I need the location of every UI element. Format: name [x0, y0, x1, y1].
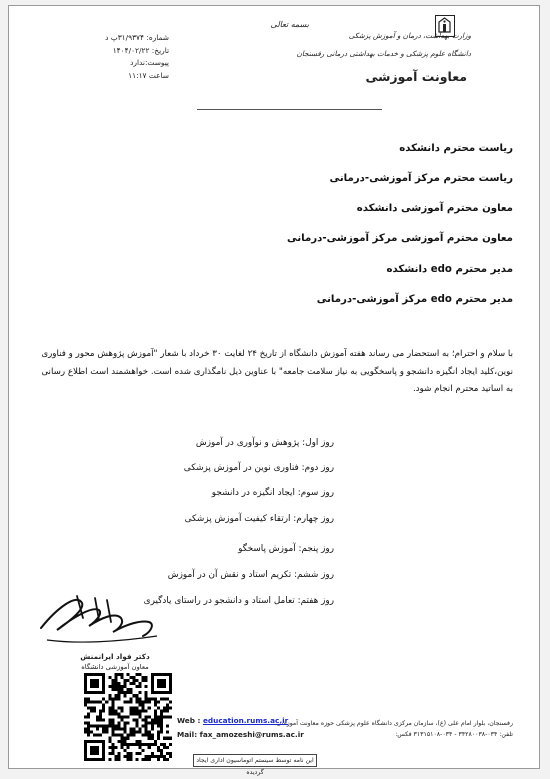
signer-title: معاون آموزشی دانشگاه — [81, 663, 149, 671]
web-link[interactable]: education.rums.ac.ir — [202, 716, 289, 725]
day-item: روز اول: پژوهش و نوآوری در آموزش — [195, 438, 334, 448]
signer-name: دکتر فواد ایرانمنش — [80, 652, 150, 661]
letter-number: شماره: ۳۱/۹۳۷۴پ د — [105, 33, 169, 42]
letter-date: تاریخ: ۱۴۰۴/۰۲/۲۲ — [112, 45, 169, 55]
day-item: روز هفتم: تعامل استاد و دانشجو در راستای یادگیری — [143, 596, 334, 606]
day-item: روز سوم: ایجاد انگیزه در دانشجو — [211, 488, 334, 498]
deputy-heading: معاونت آموزشی — [365, 69, 467, 84]
footer-address: رفسنجان، بلوار امام علی (ع)، سازمان مرکزی دانشگاه علوم پزشکی حوزه معاونت آموزشی — [276, 720, 513, 727]
letter-meta — [39, 32, 169, 82]
letter-attachment: پیوست:ندارد — [130, 58, 169, 67]
letter-page — [8, 5, 540, 776]
recipient-line: معاون محترم آموزشی مرکز آموزشی-درمانی — [287, 233, 513, 244]
ministry-line-2: دانشگاه علوم پزشکی و خدمات بهداشتی درمانی رفسنجان — [296, 49, 471, 58]
ministry-line-1: وزارت بهداشت، درمان و آموزش پزشکی — [348, 31, 471, 40]
day-item: روز ششم: تکریم استاد و نقش آن در آموزش — [167, 570, 334, 580]
mail-label: Mail: — [177, 730, 198, 739]
handwritten-signature — [37, 588, 167, 652]
qr-code-icon — [84, 673, 172, 761]
day-item: روز دوم: فناوری نوین در آموزش پزشکی — [183, 463, 334, 473]
day-item: روز پنجم: آموزش پاسخگو — [238, 544, 334, 554]
day-item: روز چهارم: ارتقاء کیفیت آموزش پزشکی — [184, 514, 334, 524]
recipient-line: مدیر محترم edo دانشکده — [386, 264, 513, 275]
recipient-line: مدیر محترم edo مرکز آموزشی-درمانی — [316, 294, 513, 305]
recipient-line: معاون محترم آموزشی دانشکده — [356, 203, 513, 214]
divider — [197, 109, 382, 110]
web-label: Web : — [177, 716, 201, 725]
mail-address[interactable]: fax_amozeshi@rums.ac.ir — [199, 730, 304, 739]
letter-time: ساعت ۱۱:۱۷ — [128, 70, 169, 80]
footer-mail — [177, 730, 304, 739]
footer-web — [177, 716, 288, 725]
bismillah: بسمه تعالی — [270, 20, 309, 29]
recipient-line: ریاست محترم مرکز آموزشی-درمانی — [329, 173, 513, 184]
automation-stamp: این نامه توسط سیستم اتوماسیون اداری ایجاد گردیده — [193, 754, 317, 767]
body-paragraph: با سلام و احترام؛ به استحضار می رساند هفته آموزش دانشگاه از تاریخ ۲۴ لغایت ۳۰ خرداد با شعار "آموزش پژوهش محور و فناوری نوین،کلید ایجاد انگیزه دانشجو و پاسخگویی به نیاز سلامت جامعه" با عناوین ذیل نامگذاری شده است. خواهشمند است اطلاع رسانی به اساتید محترم انجام شود. — [41, 349, 513, 394]
recipient-line: ریاست محترم دانشکده — [399, 143, 513, 154]
footer-phone: تلفن: ۰۳۴-۳۴۲۸۰۰۳۸ - ۰۳۴-۳۱۳۱۵۱۰۸ فکس: — [395, 731, 513, 738]
